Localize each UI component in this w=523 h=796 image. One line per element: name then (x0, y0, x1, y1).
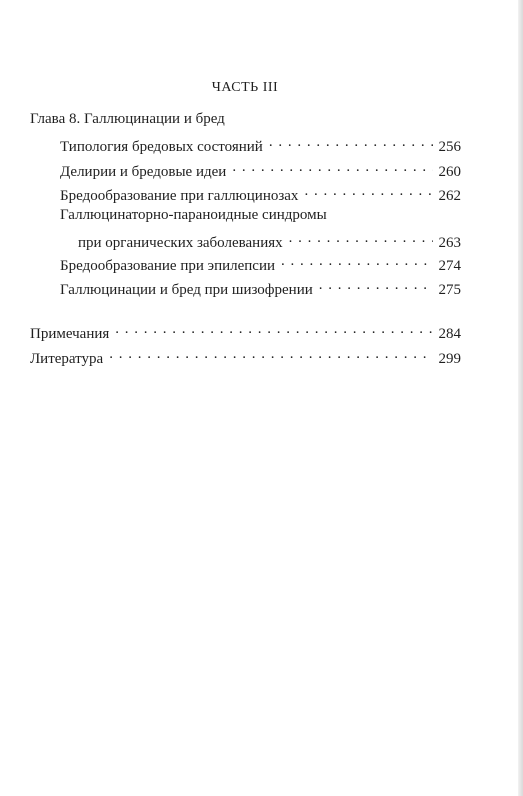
part-title: ЧАСТЬ III (211, 80, 279, 95)
toc-entry[interactable] (78, 229, 461, 252)
toc-entry-label-line1: Галлюцинаторно-параноидные синдромы (60, 207, 327, 223)
toc-entry-label: Бредообразование при галлюцинозах (60, 188, 299, 204)
toc-entry-page: 262 (438, 188, 461, 204)
dot-leader (304, 182, 432, 200)
toc-entry[interactable] (60, 133, 461, 156)
toc-entry-label: Галлюцинации и бред при шизофрении (60, 282, 313, 298)
toc-entry-notes[interactable] (30, 320, 461, 343)
toc-entry[interactable] (60, 182, 461, 205)
dot-leader (109, 345, 432, 363)
page-edge (518, 0, 523, 796)
dot-leader (289, 229, 433, 247)
toc-entry[interactable] (60, 252, 461, 275)
toc-entry-label: Делирии и бредовые идеи (60, 164, 227, 180)
toc-entry-label: Бредообразование при эпилепсии (60, 258, 276, 274)
toc-entry[interactable] (60, 276, 461, 299)
toc-entry-page: 263 (438, 235, 461, 251)
toc-entry-label: Типология бредовых состояний (60, 139, 263, 155)
toc-entry-label: при органических заболеваниях (78, 235, 283, 251)
toc-entry-page: 260 (438, 164, 461, 180)
dot-leader (232, 158, 432, 176)
toc-entry-page: 274 (438, 258, 461, 274)
toc-entry-page: 284 (438, 326, 461, 342)
toc-entry-page: 299 (438, 351, 461, 367)
dot-leader (115, 320, 432, 338)
dot-leader (269, 133, 433, 151)
toc-entry-label: Примечания (30, 326, 110, 342)
toc-entry-page: 256 (438, 139, 461, 155)
toc-entry-page: 275 (438, 282, 461, 298)
dot-leader (319, 276, 433, 294)
toc-entry[interactable] (60, 158, 461, 181)
toc-entry-label: Литература (30, 351, 104, 367)
toc-entry-literature[interactable] (30, 345, 461, 368)
dot-leader (281, 252, 432, 270)
chapter-title: Глава 8. Галлюцинации и бред (30, 111, 225, 127)
